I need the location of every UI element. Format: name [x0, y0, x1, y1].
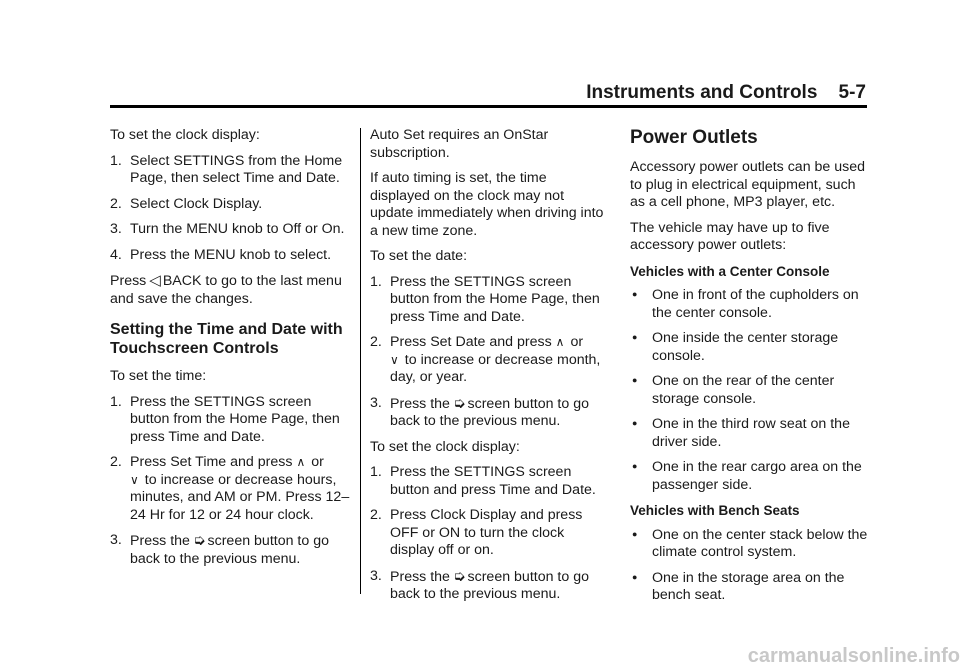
bullet-icon: ● [632, 418, 638, 428]
list-item: 2. Press Set Time and press ∧ or ∨ to increase or decrease hours, minutes, and AM or PM. Press 12–24 Hr for 12 or 24 hour clock. [110, 454, 350, 523]
bullet-icon: ● [632, 289, 638, 299]
back-screen-button-icon: ➭ [452, 567, 466, 585]
section-title: Instruments and Controls [586, 82, 818, 103]
back-screen-button-icon: ➭ [192, 532, 206, 549]
list-item: ● One in the storage area on the bench seat. [632, 569, 845, 603]
list-item: ● One in front of the cupholders on the center console. [632, 287, 859, 321]
time-intro: To set the time: [110, 368, 207, 384]
subheading: Vehicles with Bench Seats [630, 503, 800, 518]
chevron-up-icon: ∧ [296, 455, 306, 469]
list-item: 3. Turn the MENU knob to Off or On. [110, 221, 345, 237]
bullet-icon: ● [632, 375, 638, 385]
auto-timing-note: If auto timing is set, the time displayed on the clock may not update immediately when driving into a new time zone. [370, 170, 604, 239]
page-header [578, 82, 866, 104]
chevron-down-icon: ∨ [130, 472, 139, 487]
list-item: ● One on the center stack below the climate control system. [632, 526, 868, 560]
column-1 [110, 127, 350, 576]
list-item: ● One on the rear of the center storage console. [632, 373, 835, 407]
column-3 [630, 127, 870, 613]
list-item: ● One in the rear cargo area on the passenger side. [632, 459, 862, 493]
column-2 [370, 127, 610, 612]
clock-intro: To set the clock display: [370, 438, 520, 455]
bullet-icon: ● [632, 528, 638, 539]
list-item: 2. Press Set Date and press ∧ or ∨ to increase or decrease month, day, or year. [370, 334, 601, 385]
onstar-note: Auto Set requires an OnStar subscription. [370, 127, 549, 161]
list-item: 2. Select Clock Display. [110, 195, 263, 212]
back-arrow-icon: ◁ [149, 272, 161, 289]
header-rule [110, 105, 867, 108]
section-heading: Setting the Time and Date with Touchscreen Controls [110, 321, 343, 357]
watermark: carmanualsonline.info [747, 645, 960, 667]
list-item: 3. Press the ➭ screen button to go back to the previous menu. [370, 394, 589, 429]
list-item: ● One in the third row seat on the driver side. [632, 416, 850, 450]
bullet-icon: ● [632, 461, 638, 471]
outlets-description: Accessory power outlets can be used to plug in electrical equipment, such as a cell phone, MP3 player, etc. [630, 159, 866, 210]
list-item: 3. Press the ➭ screen button to go back to the previous menu. [110, 532, 329, 567]
list-item: 1. Select SETTINGS from the Home Page, then select Time and Date. [110, 152, 343, 186]
list-item: 1. Press the SETTINGS screen button from the Home Page, then press Time and Date. [110, 393, 340, 445]
bullet-icon: ● [632, 332, 638, 342]
list-item: 4. Press the MENU knob to select. [110, 246, 332, 263]
section-heading: Power Outlets [630, 127, 758, 148]
chevron-down-icon: ∨ [390, 352, 399, 367]
list-item: 1. Press the SETTINGS screen button and press Time and Date. [370, 464, 596, 498]
date-intro: To set the date: [370, 248, 468, 264]
subheading: Vehicles with a Center Console [630, 263, 830, 279]
page-number: 5-7 [838, 82, 866, 103]
outlets-count: The vehicle may have up to five accessory power outlets: [630, 219, 830, 253]
list-item: 3. Press the ➭ screen button to go back to the previous menu. [370, 567, 589, 602]
list-item: 1. Press the SETTINGS screen button from the Home Page, then press Time and Date. [370, 273, 600, 325]
chevron-up-icon: ∧ [555, 335, 565, 349]
bullet-icon: ● [632, 571, 638, 582]
back-screen-button-icon: ➭ [452, 394, 466, 412]
clock-intro: To set the clock display: [110, 127, 260, 143]
list-item: 2. Press Clock Display and press OFF or ON to turn the clock display off or on. [370, 507, 583, 558]
list-item: ● One inside the center storage console. [632, 330, 839, 364]
back-instruction: Press ◁ BACK to go to the last menu and save the changes. [110, 272, 342, 307]
column-divider [360, 128, 361, 594]
